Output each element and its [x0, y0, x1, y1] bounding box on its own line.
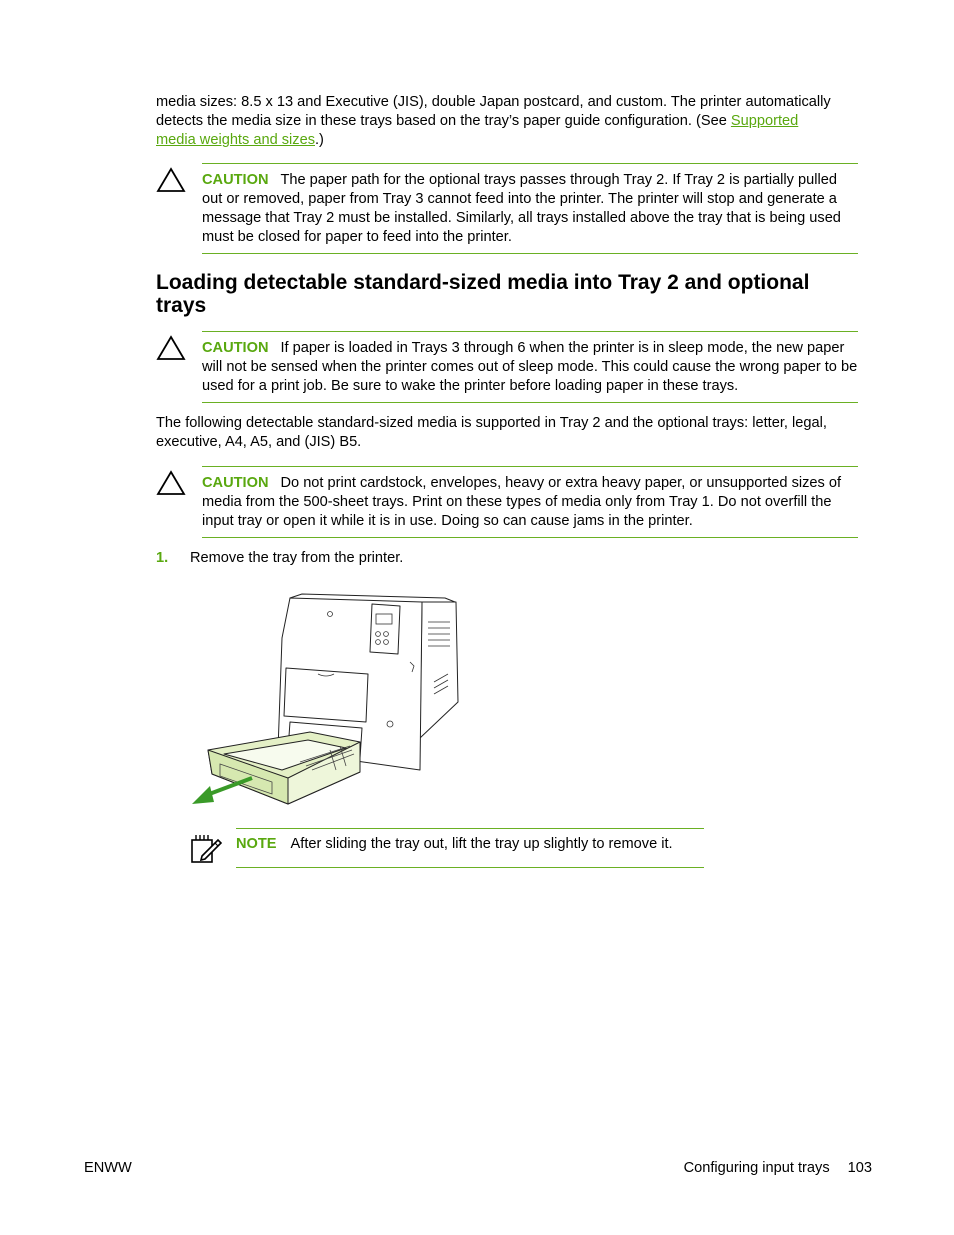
- note-label: NOTE: [236, 836, 277, 852]
- note-pencil-icon: [190, 832, 222, 864]
- section-heading: Loading detectable standard-sized media into Tray 2 and optional trays: [156, 271, 810, 317]
- supported-media-link[interactable]: Supported media weights and sizes: [156, 113, 799, 148]
- caution-label: CAUTION: [202, 172, 269, 188]
- step-text: Remove the tray from the printer.: [190, 550, 404, 566]
- printer-tray-illustration: [190, 582, 462, 808]
- intro-line: media sizes: 8.5 x 13 and Executive (JIS), double Japan postcard, and custom. The printer automatically: [156, 94, 831, 110]
- caution-text: The paper path for the optional trays passes through Tray 2. If Tray 2 is partially pulled out or removed, paper from Tray 3 cannot feed into the printer. The printer will stop and generate a message that Tray 2 must be installed. Similarly, all trays installed above the tray that is being used must be closed for paper to feed into the printer.: [202, 172, 841, 245]
- intro-paragraph: [156, 93, 858, 150]
- caution-triangle-icon: [156, 470, 186, 496]
- caution-body: [202, 331, 858, 403]
- step-number: 1.: [156, 550, 169, 566]
- caution-callout-3: [156, 466, 858, 538]
- footer-right: [684, 1159, 872, 1178]
- caution-callout-2: [156, 331, 858, 403]
- caution-triangle-icon: [156, 167, 186, 193]
- caution-label: CAUTION: [202, 340, 269, 356]
- caution-callout-1: [156, 163, 858, 253]
- page-number: 103: [847, 1160, 872, 1176]
- footer-left: ENWW: [84, 1160, 132, 1176]
- footer-section: Configuring input trays: [683, 1160, 830, 1176]
- caution-triangle-icon: [156, 335, 186, 361]
- caution-label: CAUTION: [202, 475, 269, 491]
- caution-body: [202, 163, 858, 254]
- note-text: After sliding the tray out, lift the tray up slightly to remove it.: [290, 836, 673, 852]
- intro-tail: .): [315, 132, 324, 148]
- supported-media-paragraph: The following detectable standard-sized media is supported in Tray 2 and the optional trays: letter, legal, executive, A4, A5, and (JIS) B5.: [156, 415, 827, 450]
- caution-text: Do not print cardstock, envelopes, heavy or extra heavy paper, or unsupported sizes of media from the 500-sheet trays. Print on these types of media only from Tray 1. Do not overfill the input tray or open it while it is in use. Doing so can cause jams in the printer.: [202, 475, 842, 529]
- intro-line: detects the media size in these trays based on the tray’s paper guide configuration. (See: [156, 113, 731, 129]
- note-callout: [190, 828, 704, 868]
- note-body: [236, 828, 704, 868]
- caution-body: [202, 466, 858, 538]
- caution-text: If paper is loaded in Trays 3 through 6 when the printer is in sleep mode, the new paper will not be sensed when the printer comes out of sleep mode. This could cause the wrong paper to be used for a print job. Be sure to wake the printer before loading paper in these trays.: [202, 340, 858, 394]
